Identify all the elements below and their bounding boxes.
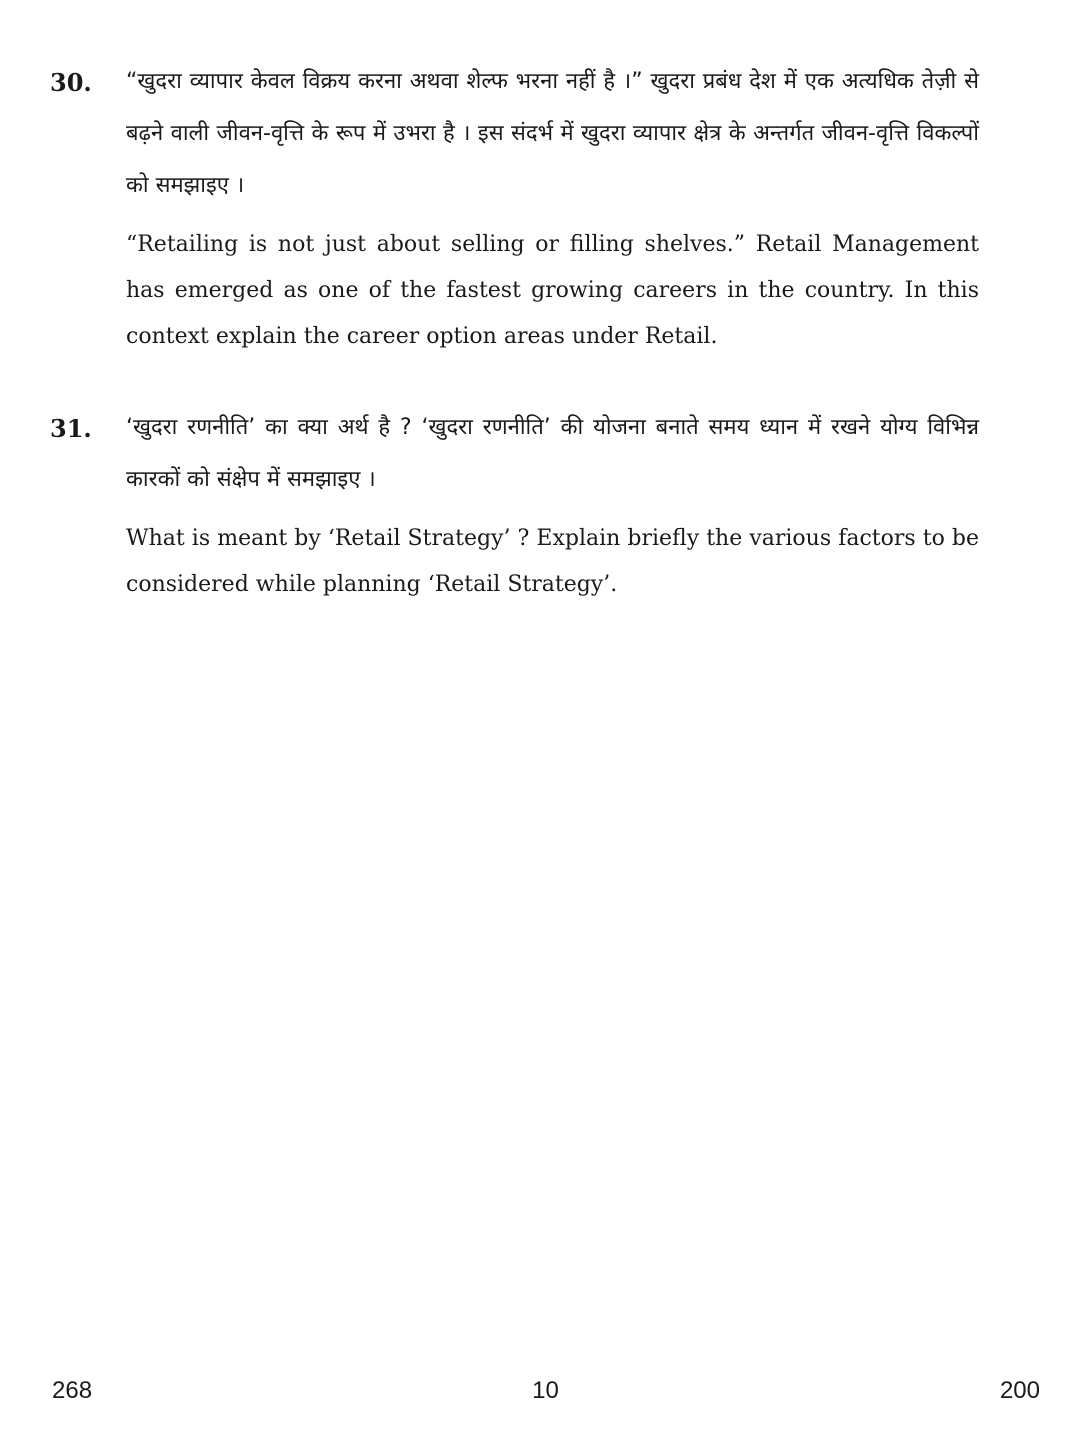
question-body bbox=[126, 60, 979, 360]
question-text-english: What is meant by ‘Retail Strategy’ ? Explain briefly the various factors to be considered while planning ‘Retail Strategy’. bbox=[126, 526, 979, 597]
page-total: 200 bbox=[999, 1377, 1040, 1404]
question-text-hindi: “खुदरा व्यापार केवल विक्रय करना अथवा शेल्फ भरना नहीं है ।” खुदरा प्रबंध देश में एक अत्यधिक तेज़ी से बढ़ने वाली जीवन-वृत्ति के रूप में उभरा है । इस संदर्भ में खुदरा व्यापार क्षेत्र के अन्तर्गत जीवन-वृत्ति विकल्पों को समझाइए । bbox=[126, 69, 979, 198]
paper-code: 268 bbox=[52, 1377, 93, 1404]
question-text-hindi: ‘खुदरा रणनीति’ का क्या अर्थ है ? ‘खुदरा रणनीति’ की योजना बनाते समय ध्यान में रखने योग्य विभिन्न कारकों को संक्षेप में समझाइए । bbox=[126, 415, 979, 492]
page-number: 10 bbox=[532, 1377, 559, 1404]
question-number: 30. bbox=[50, 68, 92, 97]
question-number: 31. bbox=[50, 414, 92, 443]
question-text-english: “Retailing is not just about selling or filling shelves.” Retail Management has emerged as one of the fastest growing careers in the country. In this context explain the career option areas under Retail. bbox=[126, 232, 979, 349]
question-body bbox=[126, 406, 979, 608]
